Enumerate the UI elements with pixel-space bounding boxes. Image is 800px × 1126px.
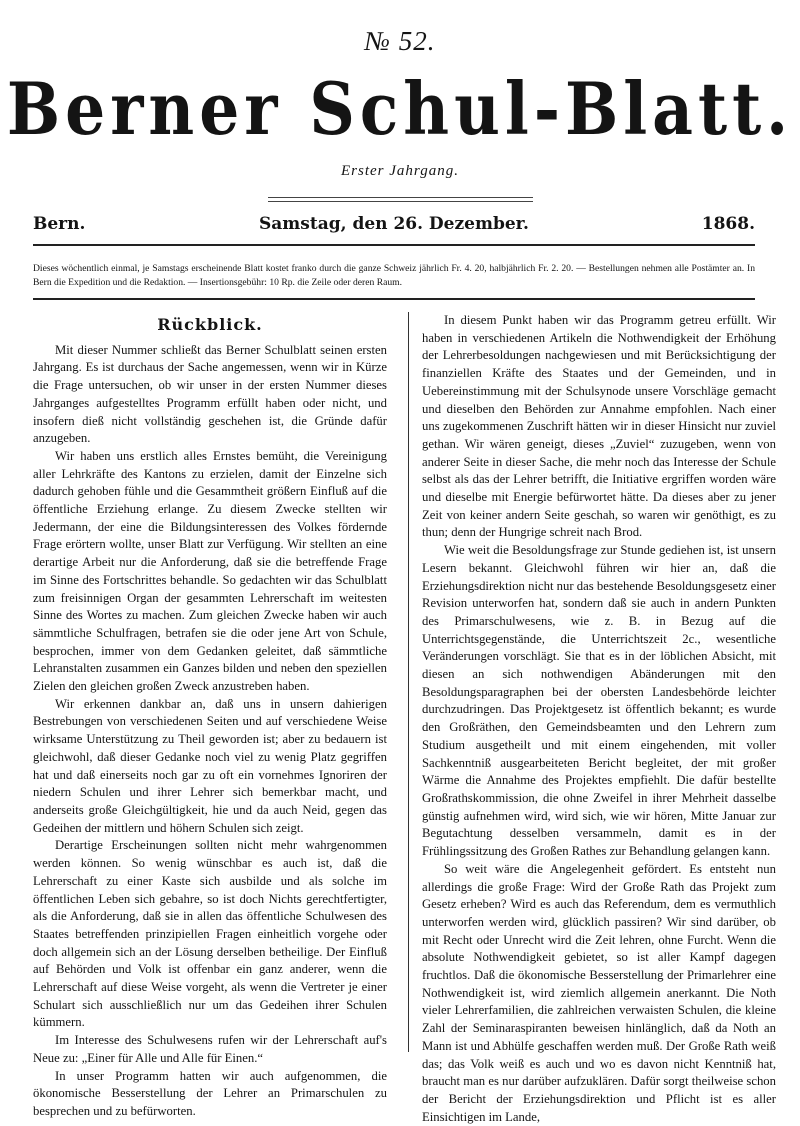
column-divider [408, 312, 409, 1052]
issue-number: № 52. [364, 26, 436, 56]
paragraph-motto: Im Interesse des Schulwesens rufen wir der Lehrerschaft auf's Neue zu: „Einer für Alle und Alle für Einen.“ [33, 1033, 387, 1065]
article-right-column [422, 312, 776, 1124]
rule-bottom [33, 298, 755, 300]
paragraph: Mit dieser Nummer schließt das Berner Schulblatt seinen ersten Jahrgang. Es ist durchaus der Sache angemessen, wenn wir in Kürze die Frage untersuchen, ob wir unser in der ersten Nummer dieses Jahrganges aufgestelltes Programm erfüllt haben oder nicht, und insofern dieß nicht vollständig geschehen ist, die Gründe dafür anzugeben. [33, 342, 387, 446]
dateline-date: Samstag, den 26. Dezember. [259, 214, 529, 234]
article-heading: Rückblick. [157, 315, 263, 334]
rule-top [33, 244, 755, 246]
dateline-place: Bern. [33, 214, 86, 234]
paragraph: So weit wäre die Angelegenheit gefördert. Es entsteht nun allerdings die große Frage: Wird der Große Rath das Projekt zum Gesetz erheben? Wird es auch das Referendum, dem es vermuthlich unterworfen werden wird, glücklich passiren? Wir sind darüber, ob mit Recht oder Unrecht wird die Zeit lehren, ohne Furcht. Wenn die absolute Nothwendigkeit gebietet, so ist aller Kampf dagegen fruchtlos. Daß die ökonomische Besserstellung der Primarlehrer eine Nothwendigkeit ist, wird ziemlich allgemein anerkannt. Die Noth vieler Lehrerfamilien, die zahlreichen verwaisten Schulen, die kleine Zahl der Seminaraspiranten beweisen hinlänglich, daß da Noth an Mann ist und Abhülfe geschaffen werden muß. Der Große Rath weiß das; das Volk weiß es auch und wo es davon nicht Kenntniß hat, braucht man es nur darüber aufzuklären. Dafür sorgt theilweise schon der Bericht der Erziehungsdirektion und Pflicht ist es aller Einsichtigen im Lande, [422, 861, 776, 1124]
volume-subtitle: Erster Jahrgang. [341, 163, 459, 179]
paragraph: Wir haben uns erstlich alles Ernstes bemüht, die Vereinigung aller Lehrkräfte des Kantons zu erzielen, damit der Einzelne sich dadurch gehoben fühle und die Gesammtheit größern Einfluß auf die öffentliche Erziehung erlange. Zu diesem Zwecke stellten wir Jedermann, der eine die Bildungsinteressen des Volkes fördernde Frage erörtern wollte, unser Blatt zur Verfügung. Wir stellten an eine derartige Arbeit nur die Anforderung, daß sie die betreffende Frage im Sinne des Fortschrittes behandle. So gedachten wir das Schulblatt zum freisinnigen Organ der gesammten Lehrerschaft im weitesten Sinne des Wortes zu machen. Zum gleichen Zwecke haben wir auch sämmtliche Schulfragen, betrafen sie die oder jene Art von Schule, besprochen, immer von dem Gedanken geleitet, daß sämmtliche Lehranstalten zusammen ein Ganzes bilden und neben den speziellen Zielen den gleichen großen Zweck anzustreben haben. [33, 448, 387, 694]
paragraph: Wie weit die Besoldungsfrage zur Stunde gediehen ist, ist unsern Lesern bekannt. Gleichwohl führen wir hier an, daß die Erziehungsdirektion nicht nur das bestehende Besoldungsgesetz einer Revision unterworfen hat, sondern daß sie auch in andern Punkten des Primarschulwesens, wie z. B. in Bezug auf die Unterrichtsgegenstände, die Unterrichtszeit 2c., wesentliche Veränderungen vorschlägt. Sie that es in der löblichen Absicht, mit diesen an sich nothwendigen Abänderungen mit den Besoldungsparagraphen bei der obersten Landesbehörde leichter durchzudringen. Das Projektgesetz ist öffentlich bekannt; es wurde den Großräthen, den Gemeindsbeamten und den Lehrern zum Studium ausgetheilt und mit einem eingehenden, mit voller Sachkenntniß ausgearbeiteten Bericht begleitet, der mit großer Wärme die Annahme des Projektes empfiehlt. Die dafür bestellte Großrathskommission, die ohne Zweifel in ihrer Mehrheit dasselbe günstig aufnehmen wird, wird sich, wie wir hören, Mitte Januar zur Begutachtung desselben versammeln, damit es in der Frühlingssitzung des Großen Rathes zur Behandlung gelangen kann. [422, 543, 776, 859]
subscription-notice: Dieses wöchentlich einmal, je Samstags erscheinende Blatt kostet franko durch die ganze Schweiz jährlich Fr. 4. 20, halbjährlich Fr. 2. 20. — Bestellungen nehmen alle Postämter an. In Bern die Expedition und die Redaktion. — Insertionsgebühr: 10 Rp. die Zeile oder deren Raum. [33, 263, 755, 288]
paragraph: Wir erkennen dankbar an, daß uns in unsern dahierigen Bestrebungen von verschiedenen Seiten und auf verschiedene Weise wirksame Unterstützung zu Theil geworden ist; aber zu bedauern ist gleichwohl, daß dieser Gedanke noch viel zu wenig Platz gegriffen hat und daß einerseits noch gar zu oft ein vornehmes Ignoriren der niedern Schulen und ihrer Lehrer sich bemerkbar macht, und anderseits große Gleichgültigkeit, hie und da auch Neid, gegen das Gedeihen der mittlern und höhern Schulen sich zeigt. [33, 696, 387, 835]
paragraph: In diesem Punkt haben wir das Programm getreu erfüllt. Wir haben in verschiedenen Artikeln die Nothwendigkeit der Erhöhung der Lehrerbesoldungen nachgewiesen und mit Berücksichtigung der finanziellen Kräfte des Staates und der Gemeinden, und in Uebereinstimmung mit der Schulsynode unsere Vorschläge gemacht und dieselben den Behörden zur Annahme empfohlen. Nach einer uns zugekommenen Zuschrift hätten wir in dieser Hinsicht nur zuviel gethan. Wir wären geneigt, dieses „Zuviel“ zuzugeben, wenn von anderer Seite in dieser Sache, die mehr noch das Interesse der Schule selbst als das der Lehrer betrifft, die Initiative ergriffen worden wäre und dieselbe mit Energie befürwortet hätte. Da dieses aber zu jener Zeit von keiner andern Seite geschah, so waren wir genöthigt, es zu thun; denn der Hungrige schreit nach Brod. [422, 313, 776, 540]
paragraph: Derartige Erscheinungen sollten nicht mehr wahrgenommen werden können. So wenig wünschbar es auch ist, daß die Lehrerschaft zu einer Kaste sich ausbilde und als solche im öffentlichen Leben sich gebahre, so ist doch Nichts gerechtfertigter, als die Anforderung, daß sie in allen das öffentliche Schulwesen des Staates betreffenden prinzipiellen Fragen einheitlich vorgehe oder doch allgemein sich an der Lösung derselben betheilige. Der Einfluß auf Behörden und Volk ist offenbar ein ganz anderer, wenn die Lehrerschaft auf diese Weise vorgeht, als wenn die Vertreter je einer Schulart sich ausschließlich nur um das Gedeihen ihrer Schulen kümmern. [33, 838, 387, 1030]
ornamental-divider [268, 197, 533, 202]
paragraph: In unser Programm hatten wir auch aufgenommen, die ökonomische Besserstellung der Lehrer an Primarschulen zu besprechen und zu befürworten. [33, 1068, 387, 1118]
newspaper-title: Berner Schul-Blatt. [6, 66, 794, 152]
dateline-year: 1868. [701, 214, 755, 234]
article-left-column [33, 312, 387, 1118]
